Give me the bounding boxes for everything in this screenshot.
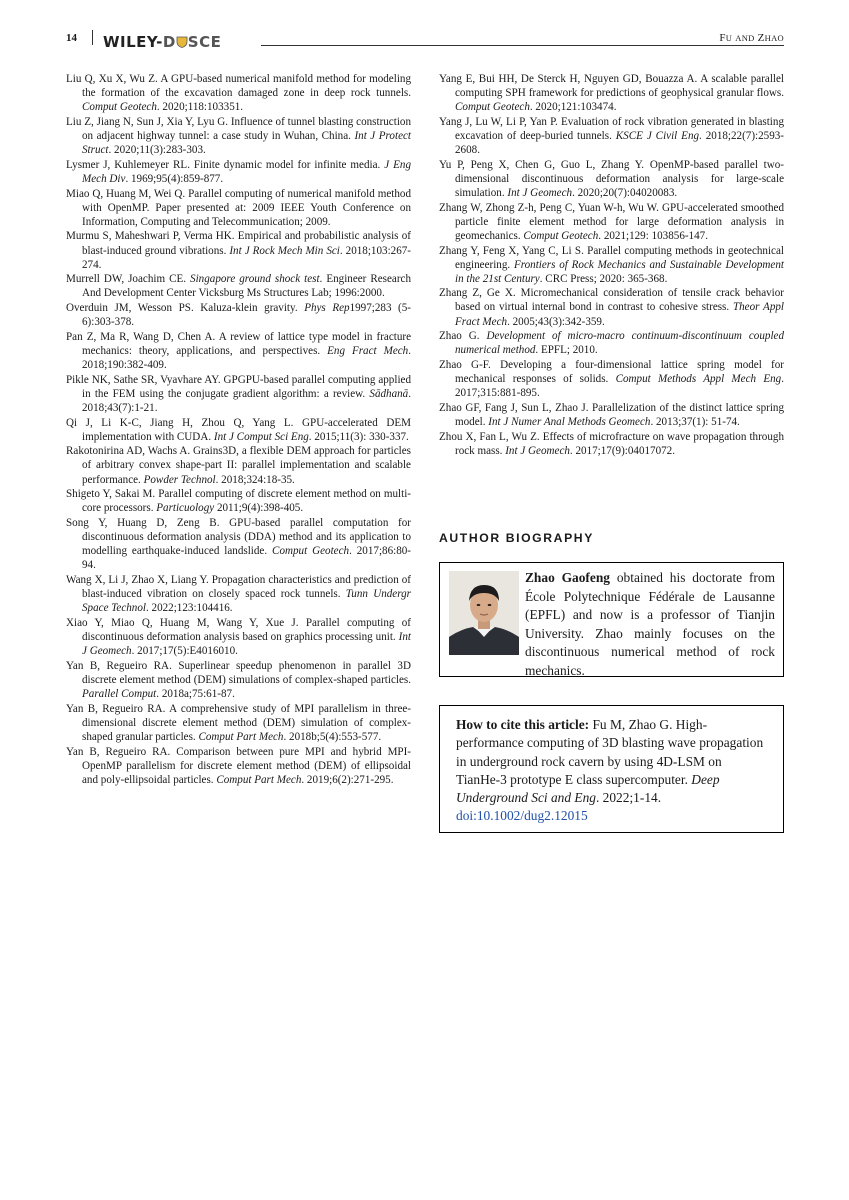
reference-entry: Miao Q, Huang M, Wei Q. Parallel computing of numerical manifold method with OpenMP. Paper presented at: 2009 IEEE Youth Conference on Information, Computing and Telecommunication; 2009. bbox=[66, 187, 411, 228]
page-header bbox=[66, 30, 784, 52]
reference-entry: Yan B, Regueiro RA. Comparison between pure MPI and hybrid MPI-OpenMP parallelism for discrete element method (DEM) of ellipsoidal and poly-ellipsoidal particles. Comput Part Mech. 2019;6(2):271-295. bbox=[66, 745, 411, 786]
reference-entry: Zhang Z, Ge X. Micromechanical consideration of tensile crack behavior based on virtual internal bond in contrast to cohesive stress. Theor Appl Fract Mech. 2005;43(3):342-359. bbox=[439, 287, 785, 328]
reference-entry: Murrell DW, Joachim CE. Singapore ground shock test. Engineer Research And Development Center Vicksburg Ms Structures Lab; 1996:2000. bbox=[66, 273, 412, 300]
reference-entry: Shigeto Y, Sakai M. Parallel computing of discrete element method on multi-core processors. Particuology 2011;9(4):398-405. bbox=[66, 488, 411, 515]
citation-label: How to cite this article: bbox=[456, 717, 590, 732]
header-rule bbox=[261, 45, 784, 46]
reference-entry: Zhao G. Development of micro-macro continuum-discontinuum coupled numerical method. EPFL; 2010. bbox=[439, 330, 784, 357]
reference-entry: Yang J, Lu W, Li P, Yan P. Evaluation of rock vibration generated in blasting excavation of deep-buried tunnels. KSCE J Civil Eng. 2018;22(7):2593-2608. bbox=[439, 115, 785, 157]
author-name: Zhao Gaofeng bbox=[525, 570, 610, 585]
reference-entry: Liu Q, Xu X, Wu Z. A GPU-based numerical manifold method for modeling the formation of the excavation damaged zone in deep rock tunnels. Comput Geotech. 2020;118:103351. bbox=[66, 73, 411, 114]
citation-year: . 2022;1-14. bbox=[595, 790, 662, 806]
reference-entry: Yan B, Regueiro RA. A comprehensive study of MPI parallelism in three-dimensional discrete element method (DEM) simulation of complex-shaped granular particles. Comput Part Mech. 2018b;5(4):553-577. bbox=[66, 702, 411, 743]
header-tick bbox=[92, 30, 93, 45]
reference-entry: Zhang Y, Feng X, Yang C, Li S. Parallel computing methods in geotechnical engineering. Frontiers of Rock Mechanics and Sustainable Development in the 21st Century. CRC Press; 2020: 365-368. bbox=[439, 244, 784, 285]
author-biography-text: Zhao Gaofeng obtained his doctorate from École Polytechnique Fédérale de Lausanne (EPFL) and now is a professor of Tianjin University. Zhao mainly focuses on the discontinuous numerical method of rock mechanics. bbox=[525, 570, 775, 678]
reference-entry: Yu P, Peng X, Chen G, Guo L, Zhang Y. OpenMP-based parallel two-dimensional discontinuous deformation analysis for large-scale simulation. Int J Geomech. 2020;20(7):04020083. bbox=[439, 158, 784, 199]
reference-entry: Liu Z, Jiang N, Sun J, Xia Y, Lyu G. Influence of tunnel blasting construction on adjacent highway tunnel: a case study in Wuhan, China. Int J Protect Struct. 2020;11(3):283-303. bbox=[66, 115, 411, 157]
reference-entry: Overduin JM, Wesson PS. Kaluza-klein gravity. Phys Rep1997;283 (5-6):303-378. bbox=[66, 302, 411, 329]
reference-entry: Zhao G-F. Developing a four-dimensional lattice spring model for mechanical responses of solids. Comput Methods Appl Mech Eng. 2017;315:881-895. bbox=[439, 359, 784, 400]
journal-logo: WILEY-D SCE bbox=[103, 33, 222, 51]
reference-entry: Xiao Y, Miao Q, Huang M, Wang Y, Xue J. Parallel computing of discontinuous deformation analysis based on graphics processing unit. Int J Geomech. 2017;17(5):E4016010. bbox=[66, 616, 411, 658]
reference-entry: Qi J, Li K-C, Jiang H, Zhou Q, Yang L. GPU-accelerated DEM implementation with CUDA. Int J Comput Sci Eng. 2015;11(3): 330-337. bbox=[66, 416, 411, 443]
reference-entry: Lysmer J, Kuhlemeyer RL. Finite dynamic model for infinite media. J Eng Mech Div. 1969;95(4):859-877. bbox=[66, 158, 411, 185]
reference-entry: Yan B, Regueiro RA. Superlinear speedup phenomenon in parallel 3D discrete element method (DEM) simulations of complex-shaped particles. Parallel Comput. 2018a;75:61-87. bbox=[66, 659, 411, 700]
reference-entry: Rakotonirina AD, Wachs A. Grains3D, a flexible DEM approach for particles of arbitrary convex shape-part II: parallel implementation and scalable performance. Powder Technol. 2018;324:18-35. bbox=[66, 445, 411, 486]
running-authors: FU AND ZHAO bbox=[719, 32, 784, 44]
citation-text: Fu M, Zhao G. High-performance computing of 3D blasting wave propagation in underground rock cavern by using 4D-LSM on TianHe-3 prototype E class supercomputer. bbox=[456, 717, 764, 787]
reference-entry: Pan Z, Ma R, Wang D, Chen A. A review of lattice type model in fracture mechanics: theory, applications, and perspectives. Eng Fract Mech. 2018;190:382-409. bbox=[66, 330, 411, 372]
reference-entry: Pikle NK, Sathe SR, Vyavhare AY. GPGPU-based parallel computing applied in the FEM using the conjugate gradient algorithm: a review. Sādhanā. 2018;43(7):1-21. bbox=[66, 373, 411, 414]
citation-journal: Deep Underground Sci and Eng bbox=[456, 771, 720, 806]
citation-box bbox=[439, 705, 784, 833]
doi-link[interactable]: doi:10.1002/dug2.12015 bbox=[456, 808, 588, 824]
author-biography-heading: AUTHOR BIOGRAPHY bbox=[439, 531, 594, 545]
reference-entry: Wang X, Li J, Zhao X, Liang Y. Propagation characteristics and prediction of blast-induced vibration on closely spaced rock tunnels. Tunn Undergr Space Technol. 2022;123:104416. bbox=[66, 574, 411, 615]
reference-entry: Zhou X, Fan L, Wu Z. Effects of microfracture on wave propagation through rock mass. Int J Geomech. 2017;17(9):04017072. bbox=[439, 430, 784, 457]
references-left-column bbox=[66, 72, 411, 787]
reference-entry: Zhang W, Zhong Z-h, Peng C, Yuan W-h, Wu W. GPU-accelerated smoothed particle finite element method for large deformation analysis in geomechanics. Comput Geotech. 2021;129: 103856-147. bbox=[439, 201, 784, 242]
reference-entry: Murmu S, Maheshwari P, Verma HK. Empirical and probabilistic analysis of blast-induced ground vibrations. Int J Rock Mech Min Sci. 2018;103:267-274. bbox=[66, 230, 411, 271]
page-number: 14 bbox=[66, 32, 77, 44]
reference-entry: Song Y, Huang D, Zeng B. GPU-based parallel computation for discontinuous deformation analysis (DDA) method and its application to modelling earthquake-induced landslide. Comput Geotech. 2017;86:80-94. bbox=[66, 517, 411, 572]
author-photo bbox=[449, 571, 519, 655]
reference-entry: Yang E, Bui HH, De Sterck H, Nguyen GD, Bouazza A. A scalable parallel computing SPH framework for predictions of geophysical granular flows. Comput Geotech. 2020;121:103474. bbox=[439, 73, 784, 114]
reference-entry: Zhao GF, Fang J, Sun L, Zhao J. Parallelization of the distinct lattice spring model. Int J Numer Anal Methods Geomech. 2013;37(1): 51-74. bbox=[439, 401, 784, 428]
author-biography-box bbox=[439, 562, 784, 677]
references-right-column bbox=[439, 72, 784, 458]
shield-icon bbox=[176, 36, 188, 48]
